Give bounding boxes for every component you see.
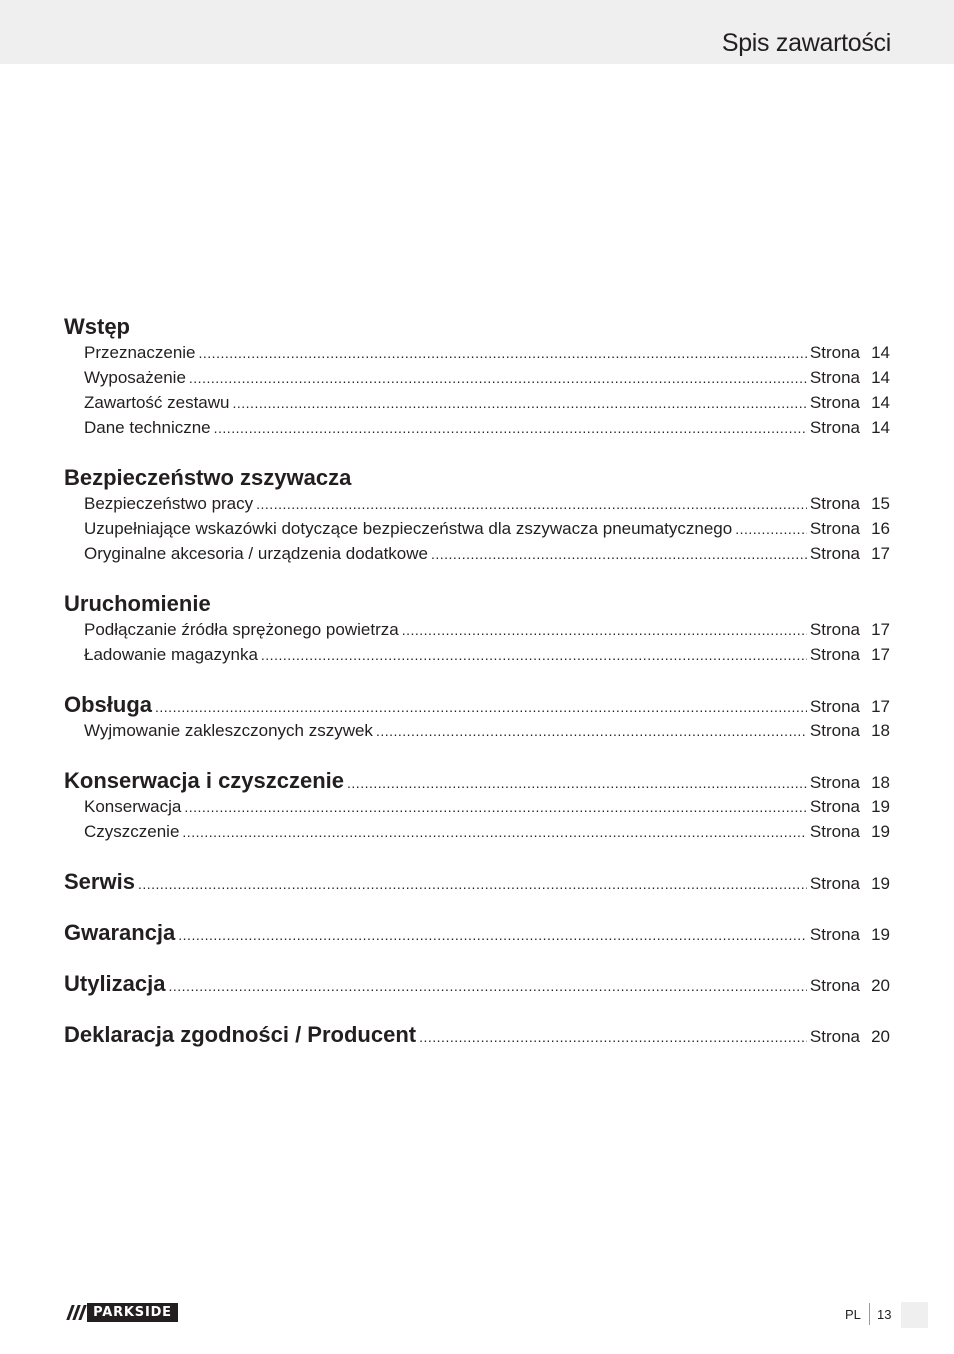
dot-leader — [233, 391, 807, 416]
toc-heading-label: Konserwacja i czyszczenie — [64, 768, 345, 793]
toc-heading-label: Utylizacja — [64, 971, 166, 996]
toc-strona-label: Strona — [809, 773, 860, 792]
table-of-contents — [64, 313, 890, 1072]
dot-leader — [138, 871, 807, 898]
toc-heading-entry[interactable] — [64, 767, 890, 794]
dot-leader — [402, 618, 807, 643]
toc-entry-label: Bezpieczeństwo pracy — [84, 494, 254, 513]
toc-heading[interactable] — [64, 464, 890, 491]
toc-page-number: 17 — [871, 697, 890, 716]
toc-heading-entry[interactable] — [64, 919, 890, 946]
toc-entry-label: Oryginalne akcesoria / urządzenia dodatkowe — [84, 544, 428, 563]
toc-strona-label: Strona — [809, 620, 860, 639]
toc-page-number: 14 — [871, 343, 890, 362]
toc-heading-label: Serwis — [64, 869, 135, 894]
toc-entry[interactable] — [64, 415, 890, 440]
toc-strona-label: Strona — [809, 976, 860, 995]
toc-entry[interactable] — [64, 491, 890, 516]
toc-entry[interactable] — [64, 516, 890, 541]
toc-heading-entry[interactable] — [64, 1021, 890, 1048]
dot-leader — [256, 492, 807, 517]
dot-leader — [419, 1024, 807, 1051]
header-bar — [0, 0, 954, 64]
toc-strona-label: Strona — [809, 822, 860, 841]
toc-strona-label: Strona — [809, 645, 860, 664]
toc-strona-label: Strona — [809, 368, 860, 387]
toc-heading[interactable] — [64, 590, 890, 617]
toc-entry[interactable] — [64, 541, 890, 566]
toc-strona-label: Strona — [809, 721, 860, 740]
page-title: Spis zawartości — [721, 29, 891, 57]
toc-section — [64, 590, 890, 667]
toc-section — [64, 970, 890, 997]
toc-entry-label: Podłączanie źródła sprężonego powietrza — [84, 620, 399, 639]
toc-page-number: 19 — [871, 797, 890, 816]
toc-entry[interactable] — [64, 617, 890, 642]
toc-heading-label: Uruchomienie — [64, 591, 211, 616]
toc-entry-label: Ładowanie magazynka — [84, 645, 258, 664]
parkside-logo — [65, 1303, 178, 1322]
toc-entry-label: Zawartość zestawu — [84, 393, 230, 412]
toc-strona-label: Strona — [809, 874, 860, 893]
dot-leader — [189, 366, 807, 391]
dot-leader — [214, 416, 807, 441]
dot-leader — [182, 820, 806, 845]
toc-entry-label: Przeznaczenie — [84, 343, 196, 362]
toc-entry-label: Uzupełniające wskazówki dotyczące bezpieczeństwa dla zszywacza pneumatycznego — [84, 519, 733, 538]
toc-page-number: 19 — [871, 874, 890, 893]
toc-heading-label: Deklaracja zgodności / Producent — [64, 1022, 417, 1047]
toc-page-number: 20 — [871, 976, 890, 995]
toc-heading-entry[interactable] — [64, 868, 890, 895]
toc-heading-label: Obsługa — [64, 692, 153, 717]
footer-corner-box — [901, 1302, 928, 1328]
footer-page-number: 13 — [877, 1307, 892, 1322]
toc-strona-label: Strona — [809, 343, 860, 362]
dot-leader — [184, 795, 807, 820]
toc-entry-label: Wyposażenie — [84, 368, 186, 387]
toc-section — [64, 691, 890, 743]
toc-heading-label: Gwarancja — [64, 920, 176, 945]
toc-entry[interactable] — [64, 340, 890, 365]
dot-leader — [347, 770, 807, 797]
toc-strona-label: Strona — [809, 418, 860, 437]
footer-language: PL — [845, 1307, 861, 1322]
toc-strona-label: Strona — [809, 925, 860, 944]
toc-section — [64, 919, 890, 946]
dot-leader — [199, 341, 807, 366]
toc-page-number: 19 — [871, 822, 890, 841]
toc-strona-label: Strona — [809, 544, 860, 563]
toc-page-number: 20 — [871, 1027, 890, 1046]
dot-leader — [155, 694, 807, 721]
toc-section — [64, 767, 890, 844]
toc-page-number: 16 — [871, 519, 890, 538]
toc-page-number: 14 — [871, 393, 890, 412]
logo-stripes-icon — [65, 1303, 87, 1322]
toc-page-number: 17 — [871, 620, 890, 639]
toc-page-number: 19 — [871, 925, 890, 944]
toc-entry-label: Dane techniczne — [84, 418, 211, 437]
toc-section — [64, 868, 890, 895]
toc-section — [64, 464, 890, 566]
dot-leader — [431, 542, 807, 567]
dot-leader — [376, 719, 807, 744]
logo-wordmark: PARKSIDE — [87, 1303, 178, 1322]
dot-leader — [261, 643, 807, 668]
toc-page-number: 17 — [871, 544, 890, 563]
toc-strona-label: Strona — [809, 393, 860, 412]
dot-leader — [735, 517, 807, 542]
toc-entry[interactable] — [64, 365, 890, 390]
toc-strona-label: Strona — [809, 1027, 860, 1046]
toc-entry-label: Czyszczenie — [84, 822, 180, 841]
toc-heading-label: Bezpieczeństwo zszywacza — [64, 465, 352, 490]
toc-page-number: 14 — [871, 368, 890, 387]
toc-page-number: 15 — [871, 494, 890, 513]
toc-page-number: 18 — [871, 773, 890, 792]
toc-strona-label: Strona — [809, 494, 860, 513]
toc-heading-entry[interactable] — [64, 970, 890, 997]
toc-entry[interactable] — [64, 390, 890, 415]
toc-entry-label: Konserwacja — [84, 797, 182, 816]
toc-entry[interactable] — [64, 718, 890, 743]
toc-heading[interactable] — [64, 313, 890, 340]
toc-page-number: 17 — [871, 645, 890, 664]
toc-entry[interactable] — [64, 642, 890, 667]
toc-page-number: 18 — [871, 721, 890, 740]
toc-strona-label: Strona — [809, 697, 860, 716]
toc-strona-label: Strona — [809, 797, 860, 816]
toc-section — [64, 1021, 890, 1048]
toc-heading-label: Wstęp — [64, 314, 130, 339]
toc-section — [64, 313, 890, 440]
toc-page-number: 14 — [871, 418, 890, 437]
dot-leader — [169, 973, 807, 1000]
toc-entry[interactable] — [64, 819, 890, 844]
toc-entry-label: Wyjmowanie zakleszczonych zszywek — [84, 721, 373, 740]
toc-heading-entry[interactable] — [64, 691, 890, 718]
toc-entry[interactable] — [64, 794, 890, 819]
dot-leader — [178, 922, 807, 949]
footer-divider — [869, 1303, 870, 1325]
toc-strona-label: Strona — [809, 519, 860, 538]
